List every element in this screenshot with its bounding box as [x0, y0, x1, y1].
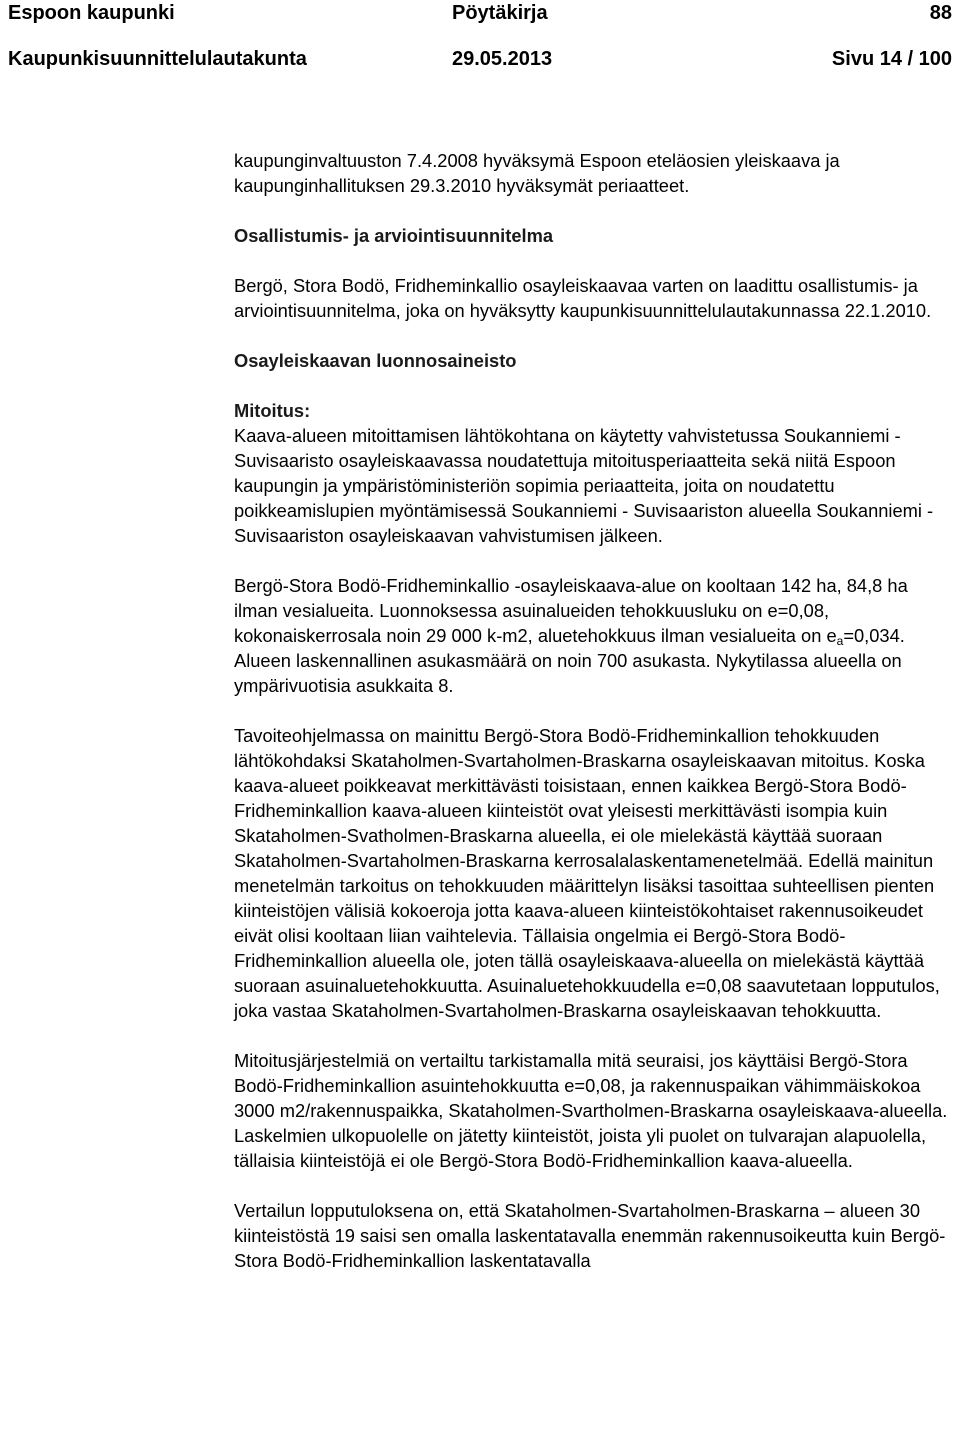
document-body	[234, 148, 950, 1273]
paragraph-2-part-b: =0,034. Alueen laskennallinen asukasmäärä on noin 700 asukasta. Nykytilassa alueella on ympärivuotisia asukkaita 8.	[234, 625, 905, 696]
dimensioning-paragraph-5: Vertailun lopputuloksena on, että Skataholmen-Svartaholmen-Braskarna – alueen 30 kiinteistöstä 19 saisi sen omalla laskentatavalla enemmän rakennusoikeutta kuin Bergö-Stora Bodö-Fridheminkallion laskentatavalla	[234, 1200, 946, 1271]
participation-paragraph: Bergö, Stora Bodö, Fridheminkallio osayleiskaavaa varten on laadittu osallistumis- ja arviointisuunnitelma, joka on hyväksytty kaupunkisuunnittelulautakunnassa 22.1.2010.	[234, 275, 932, 321]
section-number: 88	[929, 2, 952, 24]
dimensioning-paragraph-1: Kaava-alueen mitoittamisen lähtökohtana on käytetty vahvistetussa Soukanniemi - Suvisaaristo osayleiskaavassa noudatettuja mitoitusperiaatteita sekä niitä Espoon kaupungin ja ympäristöministeriön sopimia periaatteita, joita on noudatettu poikkeamislupien myöntämisessä Soukanniemi - Suvisaariston alueella Soukanniemi - Suvisaariston osayleiskaavan vahvistumisen jälkeen.	[234, 425, 934, 546]
header-row-top	[8, 1, 952, 25]
committee-name: Kaupunkisuunnittelulautakunta	[8, 48, 307, 70]
dimensioning-paragraph-3: Tavoiteohjelmassa on mainittu Bergö-Stora Bodö-Fridheminkallion tehokkuuden lähtökohdaksi Skataholmen-Svartaholmen-Braskarna osayleiskaavan mitoitus. Koska kaava-alueet poikkeavat merkittävästi toisistaan, ennen kaikkea Bergö-Stora Bodö-Fridheminkallion kaava-alueen kiinteistöt ovat yleisesti merkittävästi isompia kuin Skataholmen-Svatholmen-Braskarna alueella, ei ole mielekästä käyttää suoraan Skataholmen-Svartaholmen-Braskarna kerrosalalaskentamenetelmää. Edellä mainitun menetelmän tarkoitus on tehokkuuden määrittelyn lisäksi tasoittaa suhteellisen pienten kiinteistöjen välisiä kokoeroja jotta kaava-alueen kiinteistökohtaiset rakennusoikeudet eivät olisi kooltaan liian vaihtelevia. Tällaisia ongelmia ei Bergö-Stora Bodö-Fridheminkallion alueella ole, joten tällä osayleiskaava-alueella on mielekästä käyttää suoraan asuinaluetehokkuutta. Asuinaluetehokkuudella e=0,08 saavutetaan lopputulos, joka vastaa Skataholmen-Svartaholmen-Braskarna osayleiskaavan tehokkuutta.	[234, 725, 940, 1021]
intro-paragraph: kaupunginvaltuuston 7.4.2008 hyväksymä Espoon eteläosien yleiskaava ja kaupunginhallituksen 29.3.2010 hyväksymät periaatteet.	[234, 150, 840, 196]
dimensioning-paragraph-2	[234, 573, 950, 698]
draft-heading: Osayleiskaavan luonnosaineisto	[234, 350, 517, 371]
participation-heading: Osallistumis- ja arviointisuunnitelma	[234, 225, 553, 246]
meeting-date: 29.05.2013	[452, 48, 553, 70]
document-type: Pöytäkirja	[452, 2, 548, 24]
dimensioning-paragraph-4: Mitoitusjärjestelmiä on vertailtu tarkistamalla mitä seuraisi, jos käyttäisi Bergö-Stora Bodö-Fridheminkallion asuintehokkuutta e=0,08, ja rakennuspaikan vähimmäiskokoa 3000 m2/rakennuspaikka, Skataholmen-Svartholmen-Braskarna osayleiskaava-alueella. Laskelmien ulkopuolelle on jätetty kiinteistöt, joista yli puolet on tulvarajan alapuolella, tällaisia kiinteistöjä ei ole Bergö-Stora Bodö-Fridheminkallion kaava-alueella.	[234, 1050, 948, 1171]
paragraph-2-part-a: Bergö-Stora Bodö-Fridheminkallio -osayleiskaava-alue on kooltaan 142 ha, 84,8 ha ilman vesialueita. Luonnoksessa asuinalueiden tehokkuusluku on e=0,08, kokonaiskerrosala noin 29 000 k-m2, aluetehokkuus ilman vesialueita on e	[234, 575, 908, 646]
header-row-bottom	[8, 47, 952, 71]
subscript-a: a	[836, 634, 844, 648]
page-number: Sivu 14 / 100	[831, 48, 952, 70]
organization-name: Espoon kaupunki	[8, 2, 175, 24]
dimensioning-subheading: Mitoitus:	[234, 400, 311, 421]
